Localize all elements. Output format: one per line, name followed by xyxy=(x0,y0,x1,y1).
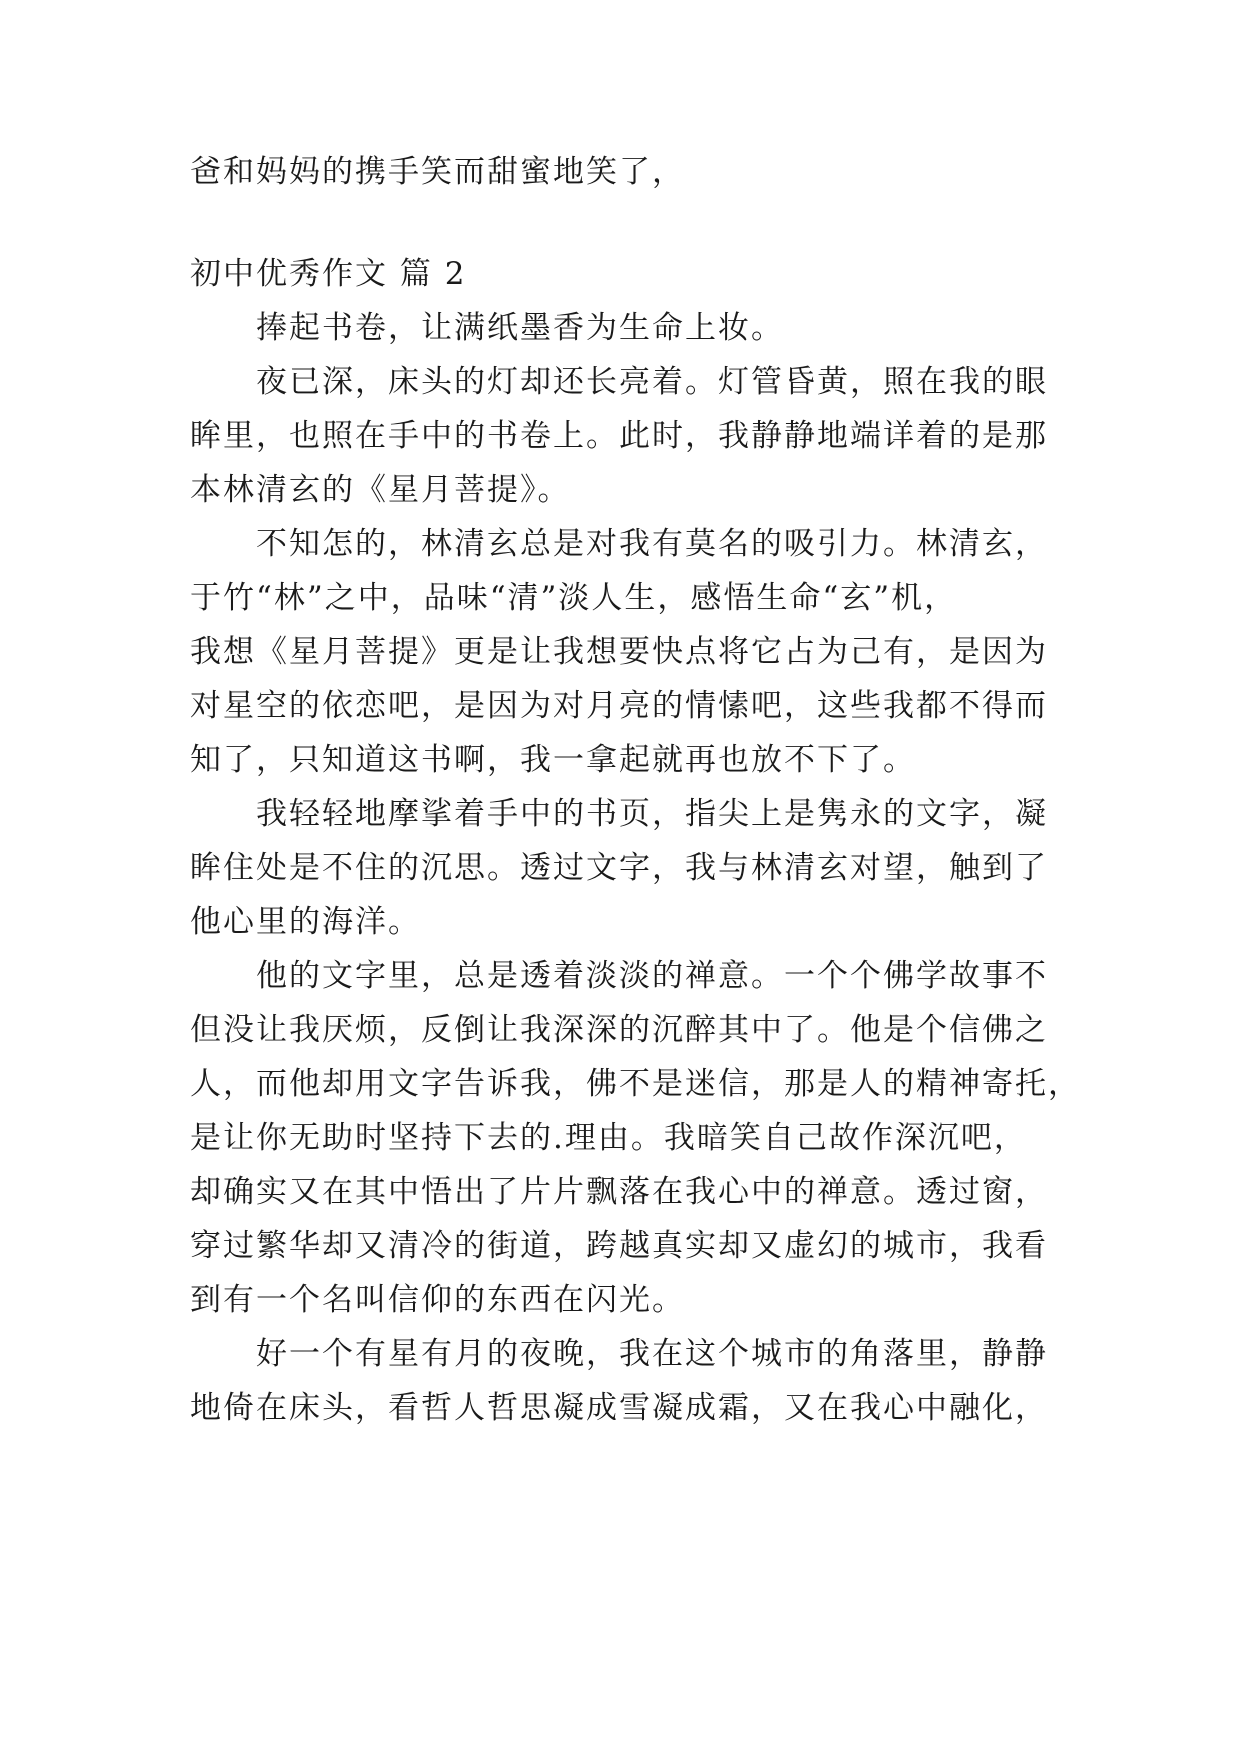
paragraph-line: 是让你无助时坚持下去的.理由。我暗笑自己故作深沉吧， xyxy=(190,1120,1027,1156)
paragraph-line: 知了，只知道这书啊，我一拿起就再也放不下了。 xyxy=(190,742,916,778)
paragraph-line: 眸里，也照在手中的书卷上。此时，我静静地端详着的是那 xyxy=(190,418,1048,454)
paragraph-line: 夜已深，床头的灯却还长亮着。灯管昏黄，照在我的眼 xyxy=(256,364,1048,400)
section-heading: 初中优秀作文 篇 2 xyxy=(190,256,467,292)
paragraph-line: 捧起书卷，让满纸墨香为生命上妆。 xyxy=(256,310,784,346)
paragraph-line: 穿过繁华却又清冷的街道，跨越真实却又虚幻的城市，我看 xyxy=(190,1228,1048,1264)
paragraph-line: 好一个有星有月的夜晚，我在这个城市的角落里，静静 xyxy=(256,1336,1048,1372)
text-line-top: 爸和妈妈的携手笑而甜蜜地笑了， xyxy=(190,154,685,190)
paragraph-line: 他的文字里，总是透着淡淡的禅意。一个个佛学故事不 xyxy=(256,958,1048,994)
paragraph-line: 眸住处是不住的沉思。透过文字，我与林清玄对望，触到了 xyxy=(190,850,1048,886)
paragraph-line: 于竹“林”之中，品味“清”淡人生，感悟生命“玄”机， xyxy=(190,580,958,616)
paragraph-line: 地倚在床头，看哲人哲思凝成雪凝成霜，又在我心中融化， xyxy=(190,1390,1048,1426)
paragraph-line: 但没让我厌烦，反倒让我深深的沉醉其中了。他是个信佛之 xyxy=(190,1012,1048,1048)
paragraph-line: 本林清玄的《星月菩提》。 xyxy=(190,472,571,508)
paragraph-line: 人，而他却用文字告诉我，佛不是迷信，那是人的精神寄托， xyxy=(190,1066,1081,1102)
paragraph-line: 到有一个名叫信仰的东西在闪光。 xyxy=(190,1282,685,1318)
paragraph-line: 我轻轻地摩挲着手中的书页，指尖上是隽永的文字，凝 xyxy=(256,796,1048,832)
paragraph-line: 不知怎的，林清玄总是对我有莫名的吸引力。林清玄， xyxy=(256,526,1048,562)
paragraph-line: 却确实又在其中悟出了片片飘落在我心中的禅意。透过窗， xyxy=(190,1174,1048,1210)
paragraph-line: 他心里的海洋。 xyxy=(190,904,421,940)
paragraph-line: 我想《星月菩提》更是让我想要快点将它占为己有，是因为 xyxy=(190,634,1048,670)
paragraph-line: 对星空的依恋吧，是因为对月亮的情愫吧，这些我都不得而 xyxy=(190,688,1048,724)
